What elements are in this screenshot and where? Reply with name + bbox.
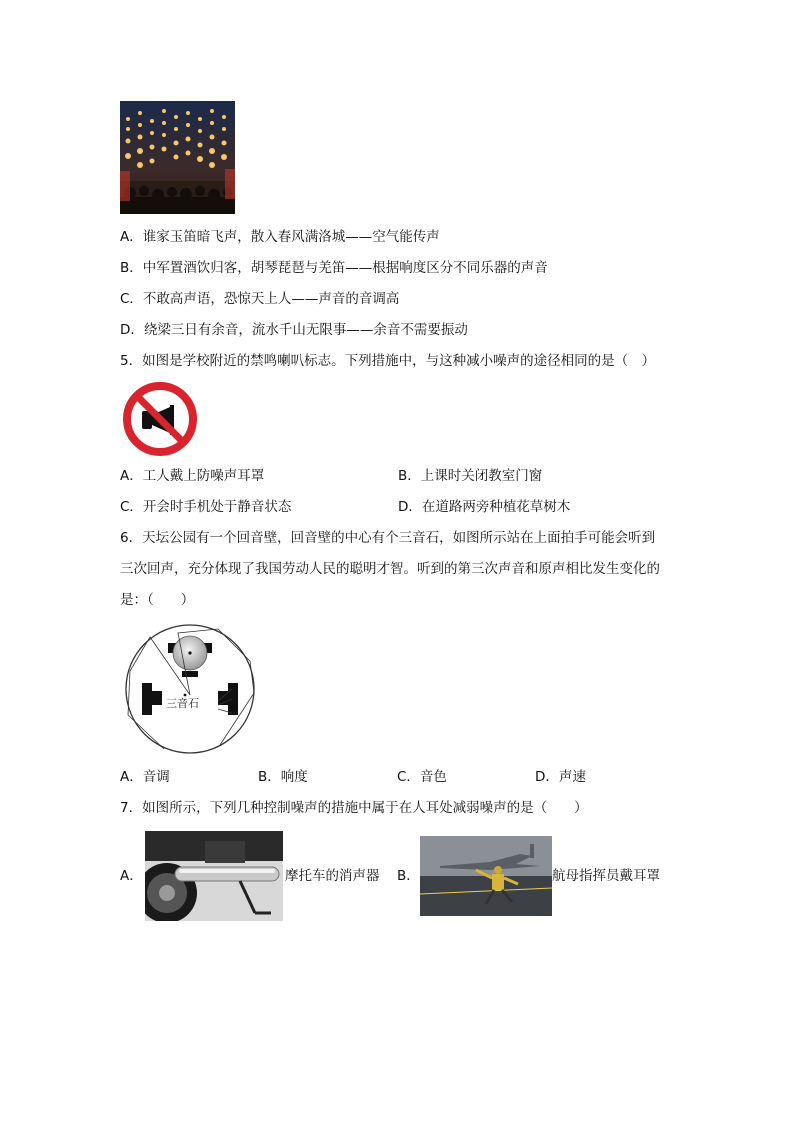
q4-option-b: B．中军置酒饮归客，胡琴琵琶与羌笛——根据响度区分不同乐器的声音: [120, 260, 548, 276]
q7-option-a-caption: 摩托车的消声器: [285, 868, 380, 884]
q6-option-a: A．音调: [120, 769, 170, 785]
q6-option-d: D．声速: [535, 769, 586, 785]
q7-option-b-letter: B．: [397, 868, 420, 884]
q4-option-a: A．谁家玉笛暗飞声，散入春风满洛城——空气能传声: [120, 229, 440, 245]
q5-stem: 5．如图是学校附近的禁鸣喇叭标志。下列措施中，与这种减小噪声的途径相同的是（ ）: [120, 353, 656, 369]
q6-stem-line-3: 是：（ ）: [120, 592, 195, 608]
q7-option-b-caption: 航母指挥员戴耳罩: [552, 868, 660, 884]
q4-option-d: D．绕梁三日有余音，流水千山无限事——余音不需要振动: [120, 322, 468, 338]
q4-option-c: C．不敢高声语，恐惊天上人——声音的音调高: [120, 291, 400, 307]
sanyinshi-label: 三音石: [166, 697, 199, 710]
q6-stem-line-1: 6．天坛公园有一个回音壁，回音壁的中心有个三音石，如图所示站在上面拍手可能会听到: [120, 530, 656, 546]
motorcycle-muffler-photo: [145, 831, 283, 921]
q7-stem: 7．如图所示，下列几种控制噪声的措施中属于在人耳处减弱噪声的是（ ）: [120, 800, 588, 816]
carrier-director-photo: [420, 836, 552, 916]
q7-option-a-letter: A．: [120, 868, 143, 884]
q5-option-a: A．工人戴上防噪声耳罩: [120, 468, 265, 484]
lantern-street-photo: [120, 101, 235, 214]
echo-wall-diagram: [120, 623, 260, 755]
no-honking-sign-icon: [122, 381, 198, 457]
q6-option-b: B．响度: [258, 769, 308, 785]
q6-option-c: C．音色: [397, 769, 447, 785]
q5-option-b: B．上课时关闭教室门窗: [398, 468, 543, 484]
q6-stem-line-2: 三次回声，充分体现了我国劳动人民的聪明才智。听到的第三次声音和原声相比发生变化的: [120, 561, 660, 577]
q5-option-c: C．开会时手机处于静音状态: [120, 499, 292, 515]
q5-option-d: D．在道路两旁种植花草树木: [398, 499, 571, 515]
